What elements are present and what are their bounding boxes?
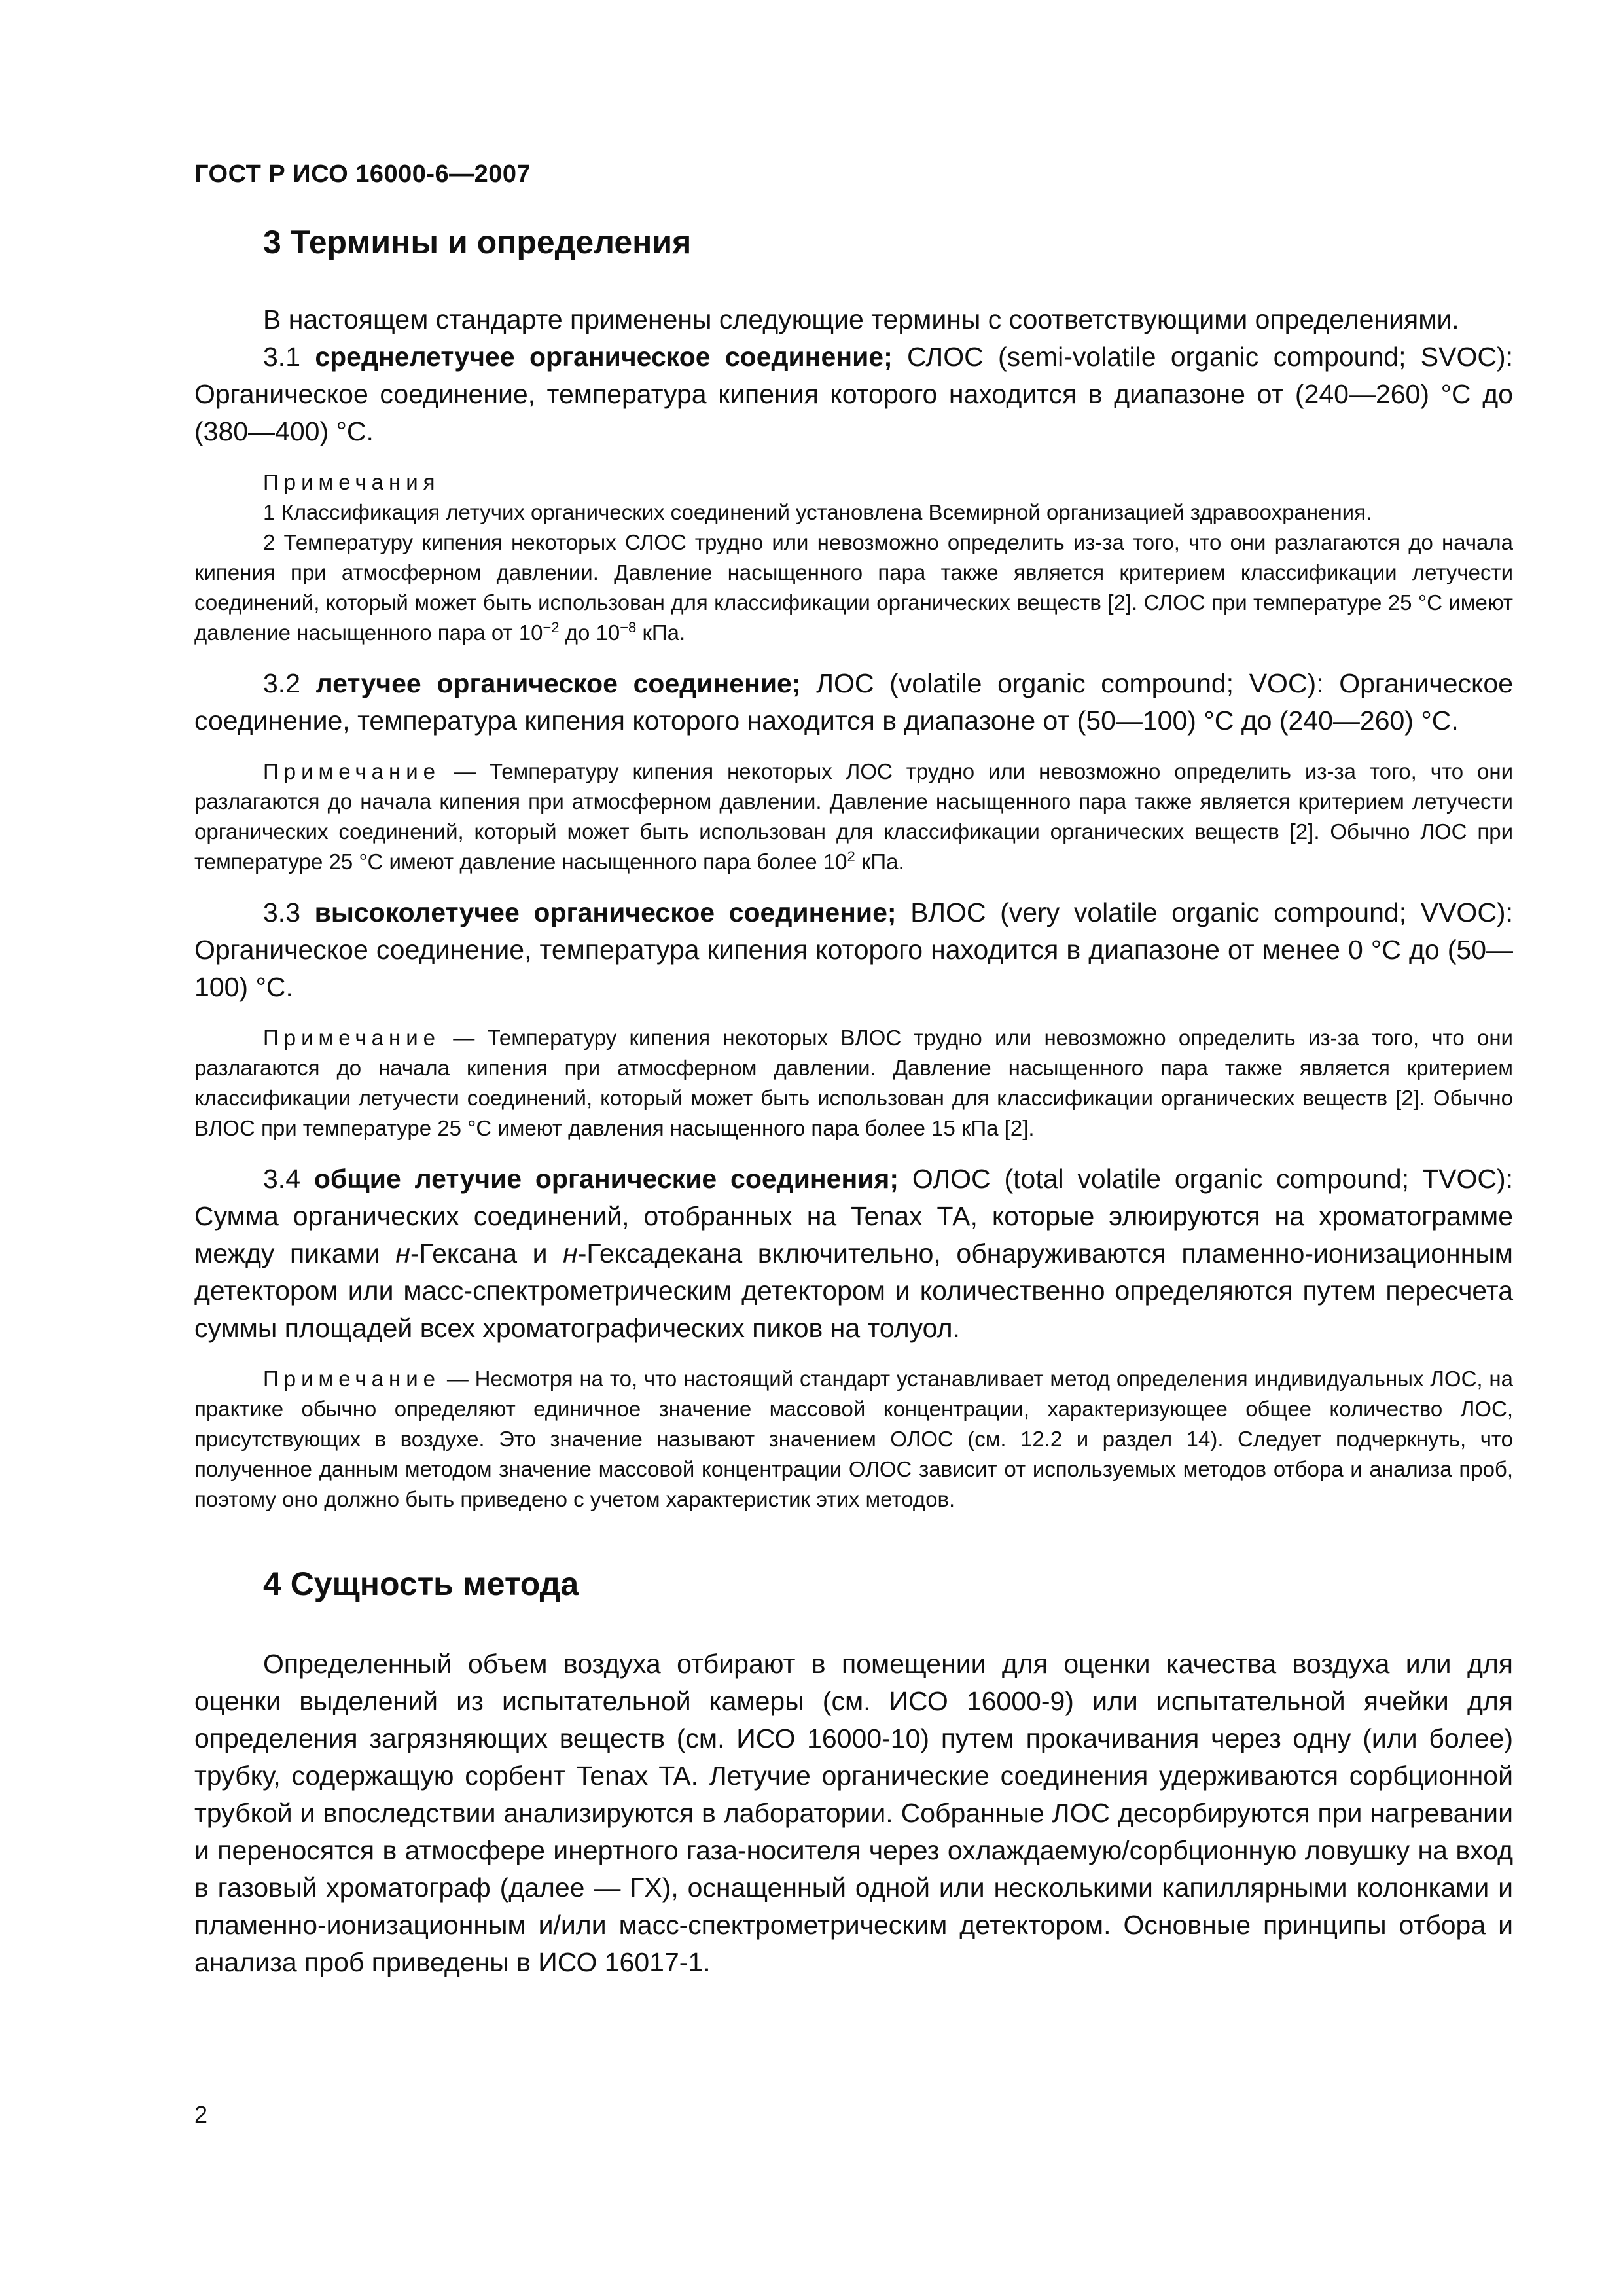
page-content: [194, 223, 1513, 1981]
notes-3-1: [194, 467, 1513, 648]
note-3-1-2-text-b: до 10: [559, 620, 620, 645]
note-3-2-text-a: — Температуру кипения некоторых ЛОС трудно или невозможно определить из-за того, что они разлагаются до начала кипения при атмосферном давлении. Давление насыщенного пара также является критерием летучести органических соединений, который может быть использован для классификации органических веществ [2]. Обычно ЛОС при температуре 25 °С имеют давление насыщенного пара более 10: [194, 759, 1513, 874]
document-header-id: ГОСТ Р ИСО 16000-6—2007: [194, 160, 531, 188]
term-3-2-name: летучее органическое соединение;: [315, 668, 801, 698]
note-3-2-text-b: кПа.: [855, 850, 904, 874]
note-3-1-2-text-a: 2 Температуру кипения некоторых СЛОС трудно или невозможно определить из-за того, что они разлагаются до начала кипения при атмосферном давлении. Давление насыщенного пара также является критерием классификации летучести соединений, который может быть использован для классификации органических веществ [2]. СЛОС при температуре 25 °С имеют давление насыщенного пара от 10: [194, 530, 1513, 645]
note-3-2: [194, 757, 1513, 877]
term-3-4-definition-b: -Гексана и: [410, 1238, 563, 1268]
note-3-1-2: [194, 528, 1513, 648]
notes-heading: Примечания: [263, 470, 440, 494]
section-4-body: Определенный объем воздуха отбирают в помещении для оценки качества воздуха или для оценки выделений из испытательной камеры (см. ИСО 16000-9) или испытательной ячейки для определения загрязняющих веществ (см. ИСО 16000-10) путем прокачивания через одну (или более) трубку, содержащую сорбент Tenax TA. Летучие органические соединения удерживаются сорбционной трубкой и впоследствии анализируются в лаборатории. Собранные ЛОС десорбируются при нагревании и переносятся в атмосфере инертного газа-носителя через охлаждаемую/сорбционную ловушку на вход в газовый хроматограф (далее — ГХ), оснащенный одной или несколькими капиллярными колонками и пламенно-ионизационным и/или масс-спектрометрическим детектором. Основные принципы отбора и анализа проб приведены в ИСО 16017-1.: [194, 1649, 1513, 1977]
term-3-4: [194, 1160, 1513, 1347]
term-3-2: [194, 665, 1513, 740]
term-3-3: [194, 894, 1513, 1006]
term-3-1-definition: СЛОС (semi-volatile organic compound; SVOC): Органическое соединение, температура кипения которого находится в диапазоне от (240—260) °С до (380—400) °С.: [194, 342, 1514, 446]
note-3-3-label: Примечание: [263, 1026, 441, 1050]
term-3-4-number: 3.4: [263, 1164, 314, 1194]
term-3-3-name: высоколетучее органическое соединение;: [314, 897, 897, 927]
note-3-1-2-exponent-2: −8: [620, 619, 637, 636]
term-3-1-name: среднелетучее органическое соединение;: [315, 342, 893, 372]
term-3-4-italic-n-1: н: [395, 1238, 410, 1268]
note-3-2-label: Примечание: [263, 759, 441, 783]
term-3-4-name: общие летучие органические соединения;: [313, 1164, 899, 1194]
term-3-2-definition: ЛОС (volatile organic compound; VOC): Органическое соединение, температура кипения которого находится в диапазоне от (50—100) °С до (240—260) °С.: [194, 668, 1513, 736]
note-3-4: [194, 1364, 1513, 1515]
note-3-1-2-exponent-1: −2: [543, 619, 560, 636]
note-3-3-text: — Температуру кипения некоторых ВЛОС трудно или невозможно определить из-за того, что они разлагаются до начала кипения при атмосферном давлении. Давление насыщенного пара также является критерием классификации летучести соединений, который может быть использован для классификации органических веществ [2]. Обычно ВЛОС при температуре 25 °С имеют давления насыщенного пара более 15 кПа [2].: [194, 1026, 1513, 1140]
page-number: 2: [194, 2101, 208, 2128]
section-3-intro: В настоящем стандарте применены следующие термины с соответствующими определениями.: [263, 304, 1459, 334]
section-4-title: 4 Сущность метода: [263, 1566, 579, 1602]
term-3-3-definition: ВЛОС (very volatile organic compound; VVOC): Органическое соединение, температура кипения которого находится в диапазоне от менее 0 °С до (50—100) °С.: [194, 897, 1513, 1002]
term-3-4-definition-c: -Гексадекана включительно, обнаруживаются пламенно-ионизационным детектором или масс-спектрометрическим детектором и количественно определяются путем пересчета суммы площадей всех хроматографических пиков на толуол.: [194, 1238, 1513, 1343]
term-3-4-italic-n-2: н: [563, 1238, 578, 1268]
term-3-3-number: 3.3: [263, 897, 315, 927]
term-3-2-number: 3.2: [263, 668, 316, 698]
section-3-title: 3 Термины и определения: [263, 224, 692, 260]
note-3-4-text: — Несмотря на то, что настоящий стандарт устанавливает метод определения индивидуальных ЛОС, на практике обычно определяют единичное значение массовой концентрации, характеризующее общее количество ЛОС, присутствующих в воздухе. Это значение называют значением ОЛОС (см. 12.2 и раздел 14). Следует подчеркнуть, что полученное данным методом значение массовой концентрации ОЛОС зависит от используемых методов отбора и анализа проб, поэтому оно должно быть приведено с учетом характеристик этих методов.: [194, 1367, 1513, 1511]
note-3-3: [194, 1023, 1513, 1143]
note-3-1-2-text-c: кПа.: [636, 620, 686, 645]
term-3-4-definition-a: ОЛОС (total volatile organic compound; TVOC): Сумма органических соединений, отобранных на Tenax ТА, которые элюируются на хроматограмме между пиками: [194, 1164, 1513, 1268]
note-3-4-label: Примечание: [263, 1367, 441, 1391]
term-3-1-number: 3.1: [263, 342, 315, 372]
term-3-1: [194, 338, 1513, 450]
note-3-1-1: 1 Классификация летучих органических соединений установлена Всемирной организацией здравоохранения.: [263, 500, 1372, 524]
note-3-2-exponent: 2: [847, 848, 855, 865]
